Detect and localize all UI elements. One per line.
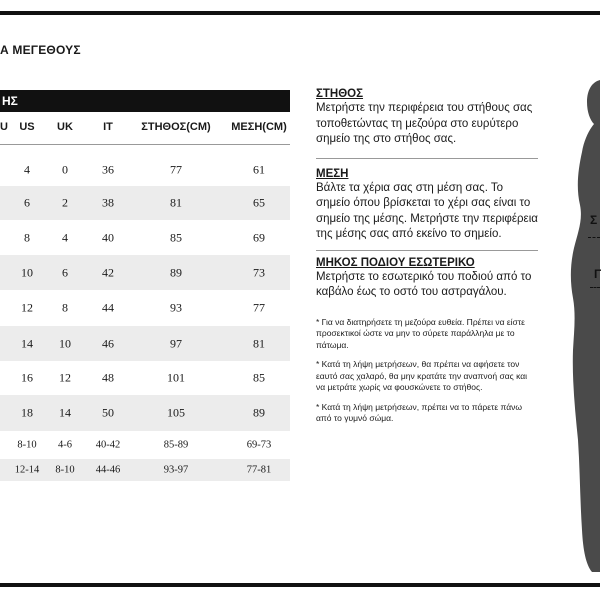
table-cell: 81 xyxy=(253,336,265,350)
table-cell: 50 xyxy=(102,405,114,420)
table-row xyxy=(0,431,290,459)
table-cell: 89 xyxy=(170,265,182,279)
table-cell: 6 xyxy=(24,195,30,210)
table-header-bar: ΗΣ xyxy=(0,90,290,112)
table-row xyxy=(0,153,290,187)
table-cell: 4-6 xyxy=(58,439,72,451)
col-header-chest: ΣΤΗΘΟΣ(CM) xyxy=(141,121,211,133)
table-row xyxy=(0,459,290,481)
table-cell: 16 xyxy=(21,370,33,385)
table-cell: 8-10 xyxy=(17,439,37,451)
table-cell: 69 xyxy=(253,230,265,244)
table-cell: 12-14 xyxy=(14,464,40,476)
table-cell: 105 xyxy=(167,405,185,420)
table-cell: 14 xyxy=(59,405,71,420)
bottom-border xyxy=(0,583,600,587)
table-cell: 8-10 xyxy=(55,464,75,476)
inseam-title: ΜΗΚΟΣ ΠΟΔΙΟΥ ΕΣΩΤΕΡΙΚΟ xyxy=(316,256,475,269)
table-cell: 77 xyxy=(170,162,182,177)
inseam-text: Μετρήστε το εσωτερικό του ποδιού από το καβάλο έως το οστό του αστραγάλου. xyxy=(316,270,532,298)
table-row xyxy=(0,361,290,395)
table-cell: 4 xyxy=(24,162,30,177)
table-row xyxy=(0,220,290,255)
table-cell: 8 xyxy=(62,300,68,315)
table-cell: 85 xyxy=(253,370,265,385)
table-cell: 10 xyxy=(59,336,71,350)
table-cell: 101 xyxy=(167,370,185,385)
column-headers xyxy=(0,112,290,145)
table-cell: 10 xyxy=(21,265,33,279)
waist-text: Βάλτε τα χέρια σας στη μέση σας. Το σημείο όπου βρίσκεται το χέρι σας είναι το σημείο της μέσης. Μετρήστε την περιφέρεια της μέσης σας από εκείνο το σημείο. xyxy=(316,181,538,240)
table-cell: 40-42 xyxy=(95,439,121,451)
size-table xyxy=(0,90,290,484)
table-cell: 81 xyxy=(170,195,182,210)
col-header-waist: ΜΕΣΗ(CM) xyxy=(231,121,287,133)
note-3: * Κατά τη λήψη μετρήσεων, πρέπει να το πάρετε πάνω από το γυμνό σώμα. xyxy=(316,401,523,423)
table-cell: 93 xyxy=(170,300,182,315)
table-cell: 89 xyxy=(253,405,265,420)
table-cell: 0 xyxy=(62,162,68,177)
waist-measure-line xyxy=(590,287,600,289)
chest-title: ΣΤΗΘΟΣ xyxy=(316,88,364,100)
table-cell: 97 xyxy=(170,336,182,350)
waist-title: ΜΕΣΗ xyxy=(316,167,349,180)
table-cell: 73 xyxy=(253,265,265,279)
table-cell: 38 xyxy=(102,195,114,210)
table-row xyxy=(0,326,290,361)
table-cell: 65 xyxy=(253,195,265,210)
chest-measure-line xyxy=(588,237,600,239)
table-cell: 12 xyxy=(21,300,33,315)
page-title: Α ΜΕΓΕΘΟΥΣ xyxy=(0,43,81,57)
col-header-it: IT xyxy=(103,121,113,133)
table-cell: 61 xyxy=(253,162,265,177)
table-cell: 44-46 xyxy=(95,464,121,476)
table-cell: 85-89 xyxy=(163,439,189,451)
table-cell: 42 xyxy=(102,265,114,279)
note-2: * Κατά τη λήψη μετρήσεων, θα πρέπει να αφήσετε τον εαυτό σας χαλαρό, θα μην κρατάτε την αναπνοή σας και να μετράτε χωρίς να φουσκώνετε το στήθος. xyxy=(316,359,528,392)
table-cell: 36 xyxy=(102,162,114,177)
waist-section xyxy=(316,168,538,243)
table-cell: 77 xyxy=(253,300,265,315)
table-cell: 2 xyxy=(62,195,68,210)
col-header-u: U xyxy=(0,121,8,133)
chest-text: Μετρήστε την περιφέρεια του στήθους σας τοποθετώντας τη μεζούρα στο ευρύτερο σημείο της στο στήθος σας. xyxy=(316,102,533,145)
body-silhouette-image xyxy=(540,60,600,580)
inseam-section xyxy=(316,257,538,301)
table-cell: 18 xyxy=(21,405,33,420)
chest-section xyxy=(316,88,538,148)
table-row xyxy=(0,290,290,326)
note-1: * Για να διατηρήσετε τη μεζούρα ευθεία. Πρέπει να είστε προσεκτικοί ώστε να μην το σύρετε παράλληλα με το πάτωμα. xyxy=(316,316,525,350)
table-cell: 14 xyxy=(21,336,33,350)
table-row xyxy=(0,186,290,220)
table-row xyxy=(0,255,290,290)
table-cell: 85 xyxy=(170,230,182,244)
table-cell: 6 xyxy=(62,265,68,279)
table-cell: 40 xyxy=(102,230,114,244)
table-cell: 4 xyxy=(62,230,68,244)
col-header-uk: UK xyxy=(57,121,73,133)
table-cell: 48 xyxy=(102,370,114,385)
table-row xyxy=(0,395,290,431)
figure-waist-label: Γ xyxy=(594,267,601,281)
col-header-us: US xyxy=(19,121,35,133)
table-cell: 77-81 xyxy=(246,464,272,476)
table-cell: 8 xyxy=(24,230,30,244)
top-border xyxy=(0,11,600,15)
measure-instructions xyxy=(316,88,538,425)
table-cell: 44 xyxy=(102,300,114,315)
figure-chest-label: Σ xyxy=(590,213,598,227)
table-cell: 46 xyxy=(102,336,114,350)
table-cell: 69-73 xyxy=(246,439,272,451)
table-cell: 93-97 xyxy=(163,464,189,476)
divider xyxy=(316,158,538,159)
divider xyxy=(316,250,538,251)
table-cell: 12 xyxy=(59,370,71,385)
